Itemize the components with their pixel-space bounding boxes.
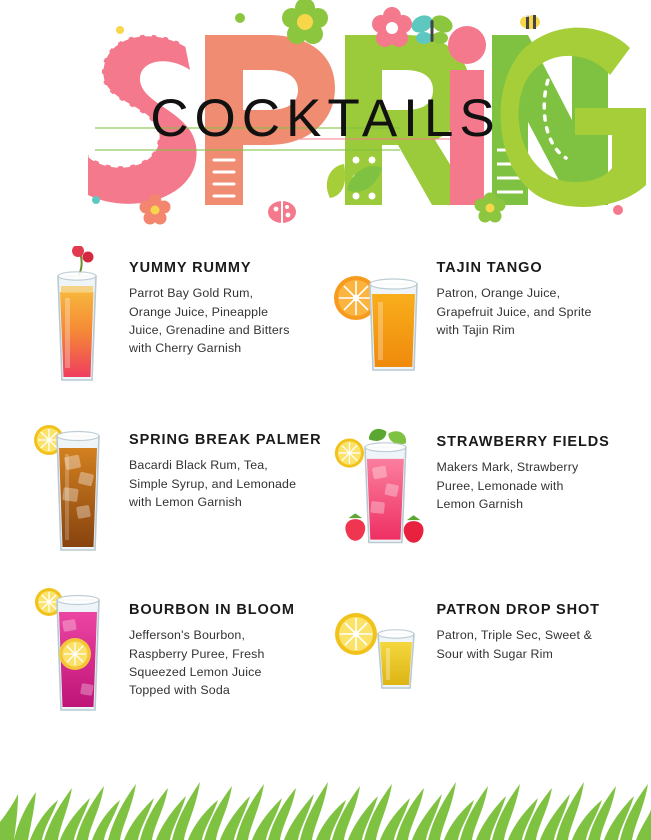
- cocktail-info: [127, 412, 322, 511]
- tall-iced-tea-glass-icon: [22, 412, 127, 558]
- flower-icon-1: [282, 0, 328, 44]
- cocktail-name: STRAWBERRY FIELDS: [436, 434, 610, 450]
- cocktail-item-tajin-tango: [326, 240, 634, 412]
- highball-sunrise-glass-icon: [22, 240, 127, 386]
- flower-icon-2: [372, 7, 412, 47]
- cocktail-row: [18, 412, 633, 584]
- cocktail-info: [435, 240, 630, 339]
- cocktail-description: Makers Mark, Strawberry Puree, Lemonade with Lemon Garnish: [436, 460, 579, 512]
- cocktail-info: [435, 412, 630, 513]
- cocktail-info: [127, 240, 322, 358]
- cocktail-info: [435, 584, 630, 663]
- cocktail-name: TAJIN TANGO: [436, 260, 543, 276]
- tall-pink-glass-icon: [330, 412, 435, 557]
- cocktail-info: [127, 584, 322, 700]
- tumbler-orange-glass-icon: [330, 240, 435, 382]
- cocktail-item-bourbon-in-bloom: [18, 584, 326, 744]
- cocktail-row: [18, 240, 633, 412]
- cocktail-description: Parrot Bay Gold Rum, Orange Juice, Pineapple Juice, Grenadine and Bitters with Cherry Garnish: [129, 286, 290, 356]
- shot-glass-icon: [330, 584, 435, 710]
- cocktail-name: PATRON DROP SHOT: [436, 602, 600, 618]
- ladybug-icon: [268, 201, 296, 223]
- page-title: COCKTAILS: [150, 89, 501, 148]
- cocktail-row: [18, 584, 633, 744]
- cocktail-list: [0, 240, 651, 744]
- cocktail-item-strawberry-fields: [326, 412, 634, 584]
- cocktail-item-spring-break-palmer: [18, 412, 326, 584]
- cocktail-item-yummy-rummy: [18, 240, 326, 412]
- cocktail-description: Jefferson's Bourbon, Raspberry Puree, Fresh Squeezed Lemon Juice Topped with Soda: [129, 628, 265, 698]
- cocktail-name: YUMMY RUMMY: [129, 260, 252, 276]
- tall-magenta-glass-icon: [22, 584, 127, 723]
- header-banner: [0, 0, 651, 235]
- cocktail-item-patron-drop-shot: [326, 584, 634, 744]
- cocktail-name: BOURBON IN BLOOM: [129, 602, 295, 618]
- cocktail-description: Patron, Triple Sec, Sweet & Sour with Sugar Rim: [436, 628, 593, 661]
- grass-border: [0, 770, 651, 840]
- cocktail-description: Bacardi Black Rum, Tea, Simple Syrup, and Lemonade with Lemon Garnish: [129, 458, 297, 510]
- bee-icon: [520, 9, 540, 29]
- cocktail-name: SPRING BREAK PALMER: [129, 432, 322, 448]
- cocktail-description: Patron, Orange Juice, Grapefruit Juice, and Sprite with Tajin Rim: [436, 286, 592, 338]
